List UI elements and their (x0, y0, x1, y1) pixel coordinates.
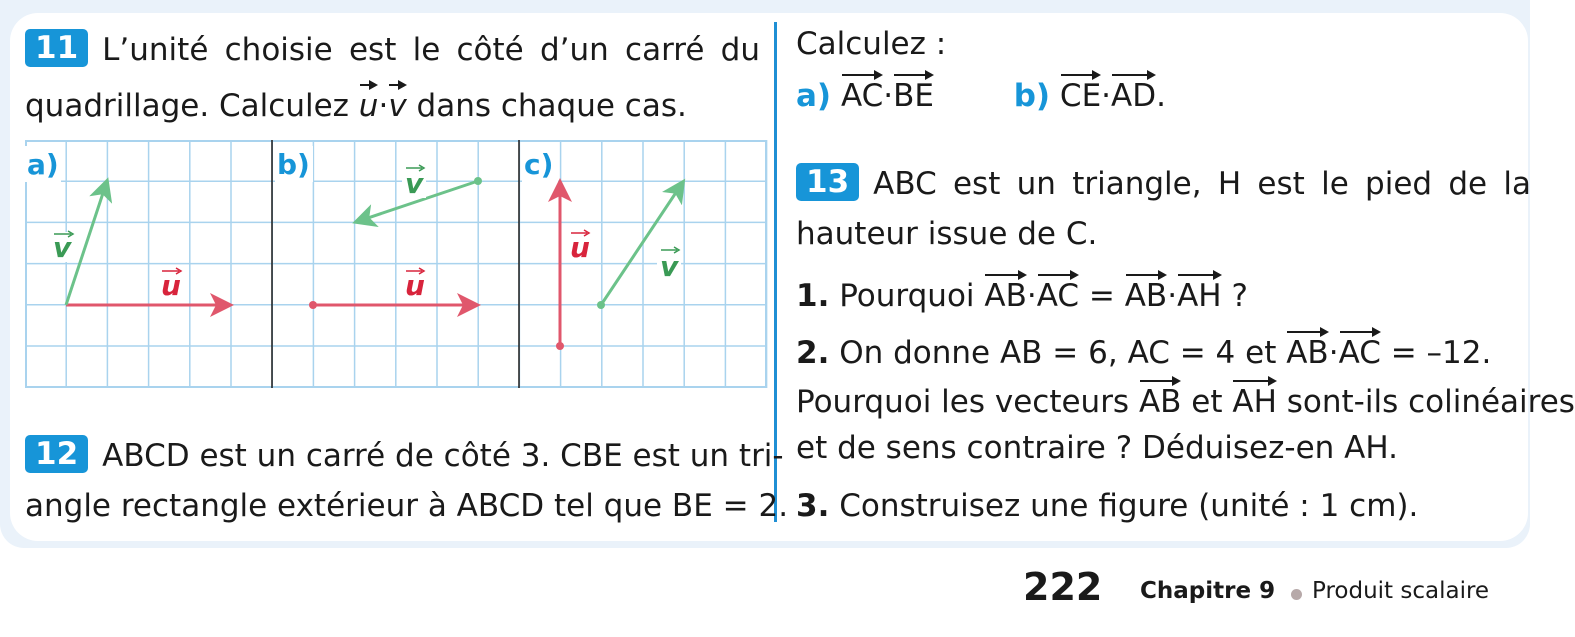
bullet-dot-icon (1291, 589, 1302, 600)
ex12-badge: 12 (25, 435, 88, 473)
chapter-title: Produit scalaire (1312, 578, 1490, 604)
ex11-badge: 11 (25, 29, 88, 67)
panel-a (25, 146, 230, 305)
ex13-question-3: 3. Construisez une figure (unité : 1 cm). (796, 488, 1419, 524)
v-arrow (601, 182, 683, 305)
ex13-question-2-line2: Pourquoi les vecteurs AB et AH sont-ils colinéaires (796, 376, 1575, 426)
ex12-line3: Calculez : (796, 26, 947, 62)
panel-b-label: b) (277, 148, 310, 181)
ex11-grid-figure (25, 140, 767, 388)
grid-lines (25, 140, 767, 388)
ex13-question-2: 2. On donne AB = 6, AC = 4 et AB·AC = –12. (796, 327, 1491, 377)
ex12-line1: 12 ABCD est un carré de côté 3. CBE est un tri- (25, 432, 760, 480)
ex13-badge: 13 (796, 163, 859, 201)
page-number: 222 (1023, 565, 1103, 609)
ex13-question-1: 1. Pourquoi AB·AC = AB·AH ? (796, 270, 1248, 320)
ex11-line1: 11 L’unité choisie est le côté d’un carré du (25, 26, 760, 74)
svg-text:v: v (660, 250, 679, 283)
chapter-label: Chapitre 9 (1140, 578, 1276, 604)
ex13-line2: hauteur issue de C. (796, 216, 1098, 252)
ex13-question-2-line3: et de sens contraire ? Déduisez-en AH. (796, 430, 1398, 466)
ex11-line2: quadrillage. Calculez u·v dans chaque cas. (25, 80, 687, 130)
svg-text:v: v (405, 167, 424, 200)
svg-text:u: u (570, 231, 590, 264)
panel-a-label: a) (27, 148, 59, 181)
svg-text:u: u (161, 269, 181, 302)
ex13-line1: 13 ABC est un triangle, H est le pied de la (796, 160, 1531, 208)
vector-u: u (359, 80, 379, 130)
ex12-questions: a) AC·BE b) CE·AD. (796, 70, 1166, 120)
panel-c-label: c) (524, 148, 554, 181)
vector-v: v (388, 80, 406, 130)
grid-svg (25, 140, 767, 388)
panel-b (275, 146, 482, 309)
ex12-line2: angle rectangle extérieur à ABCD tel que BE = 2. (25, 488, 789, 524)
svg-text:u: u (405, 269, 425, 302)
v-arrow (66, 181, 107, 305)
svg-text:v: v (53, 231, 72, 264)
